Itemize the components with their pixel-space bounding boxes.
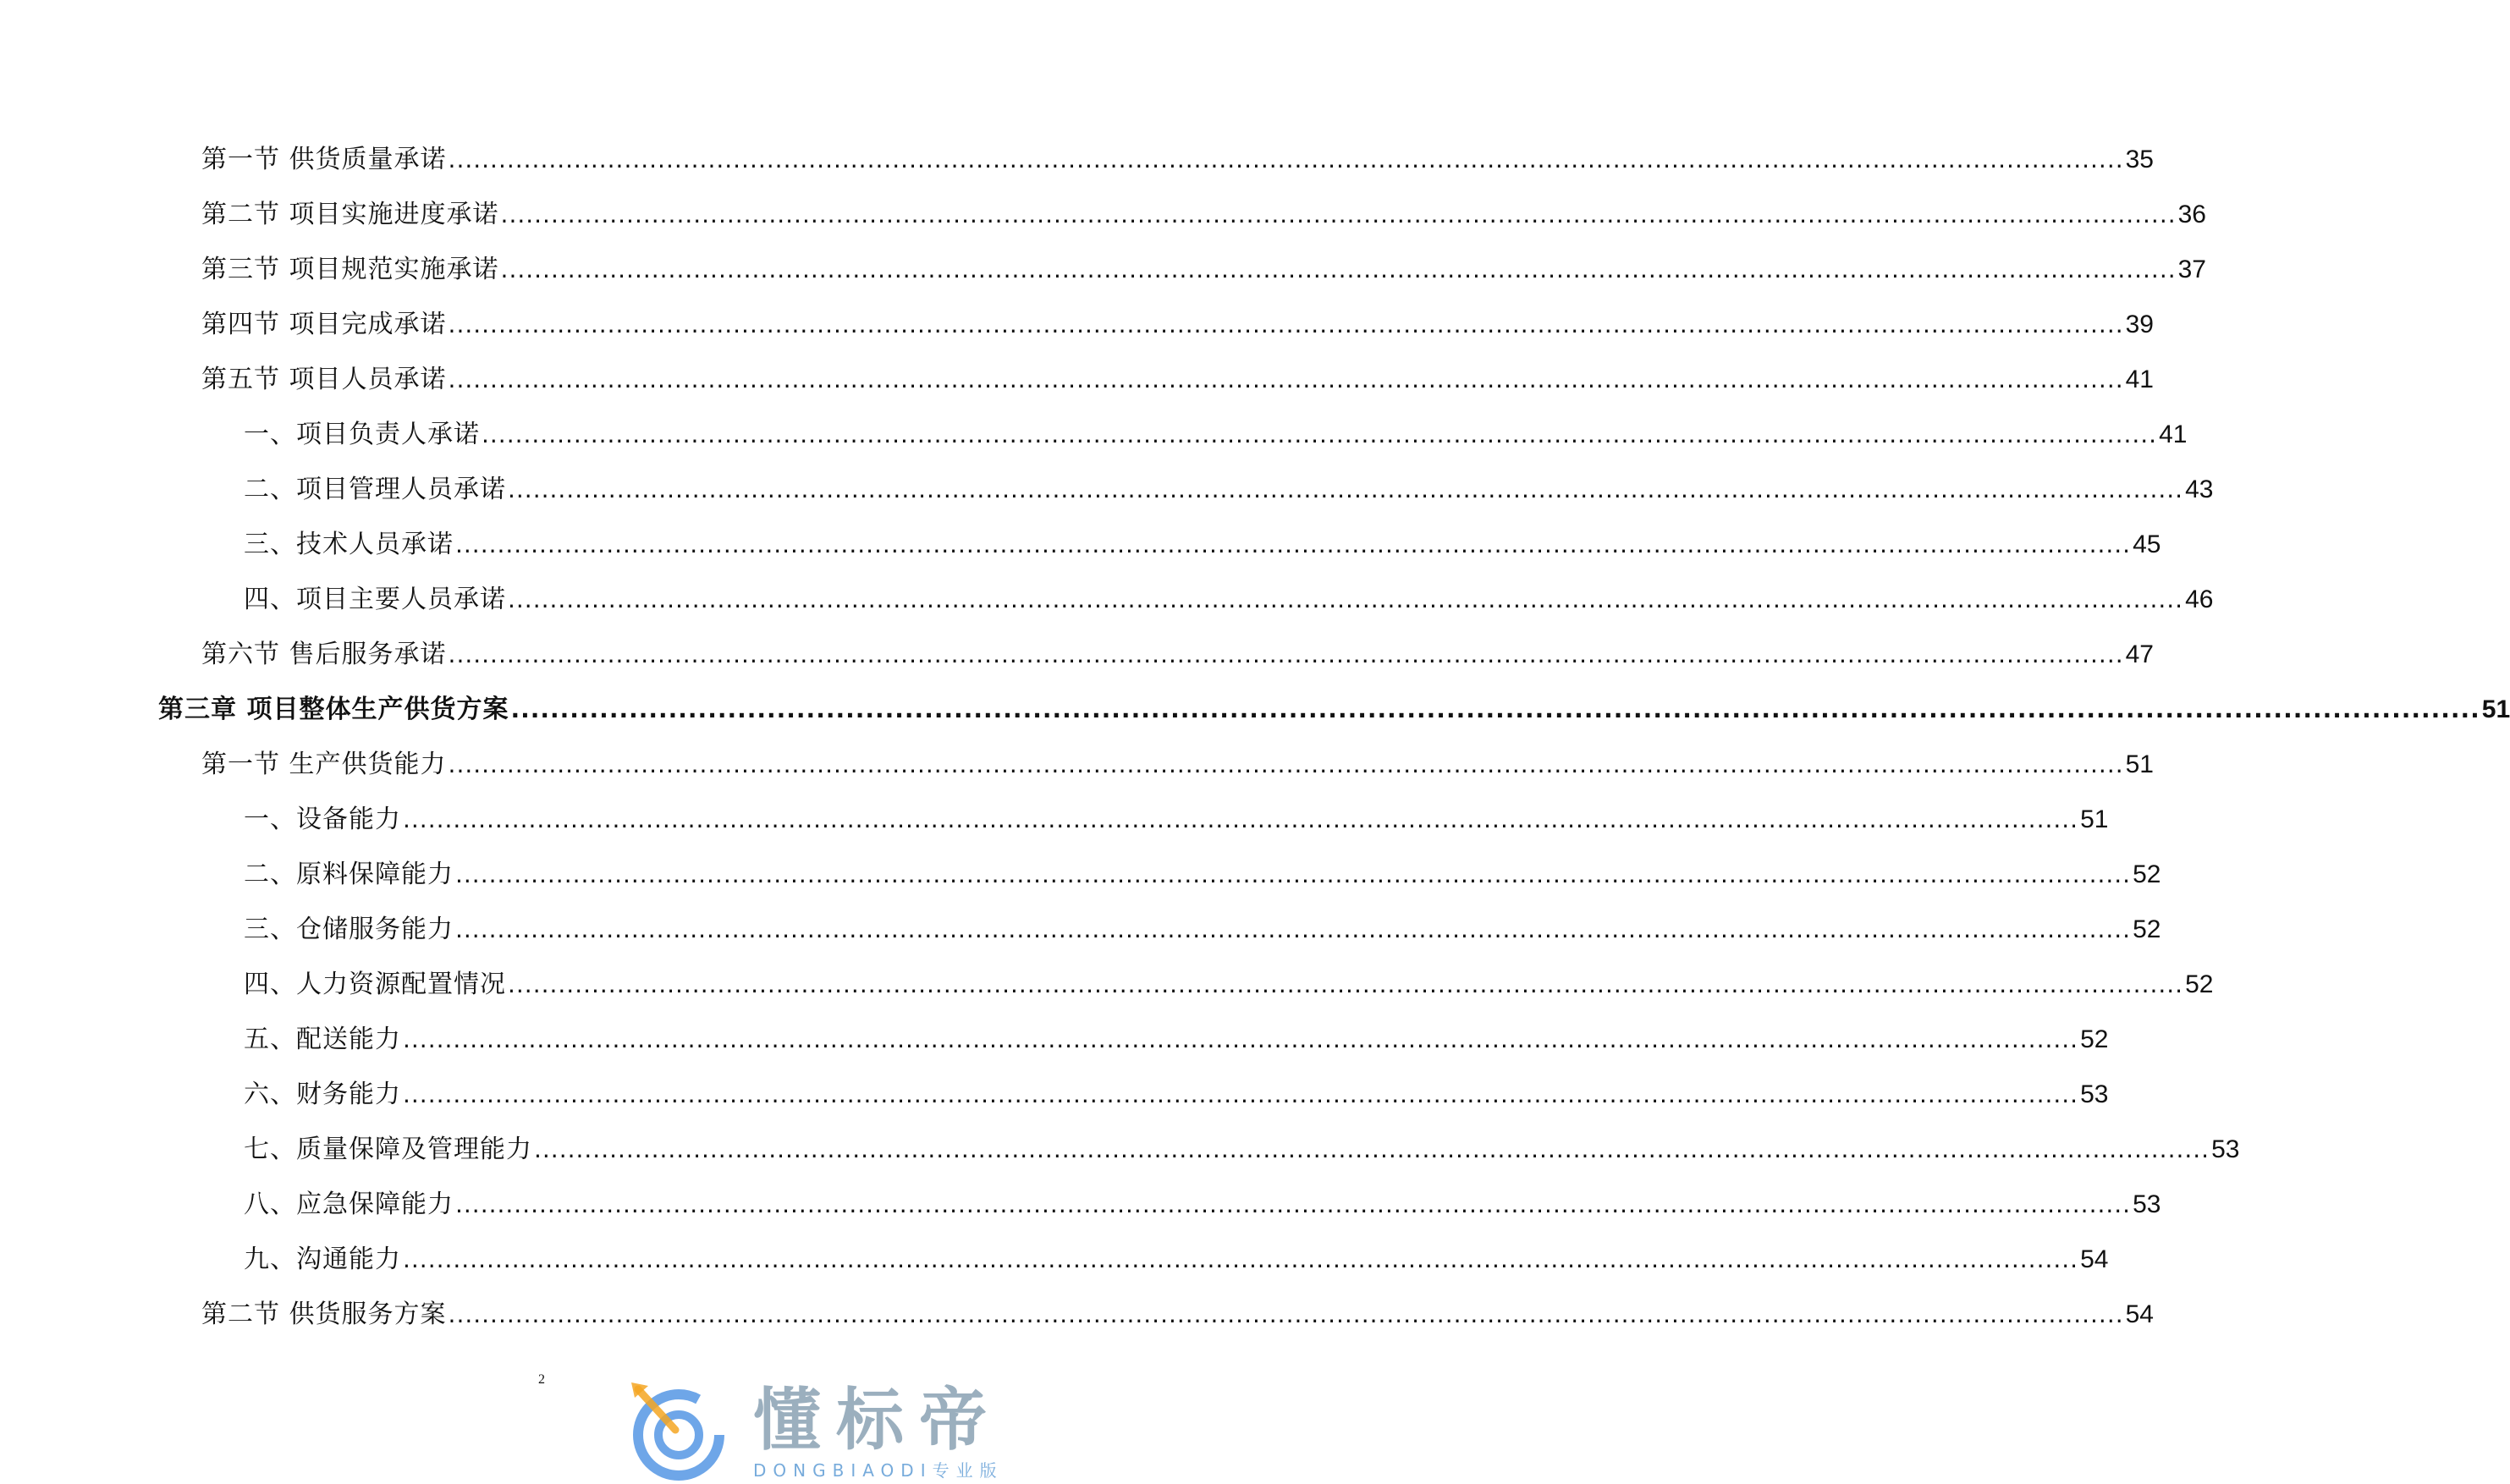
toc-entry-page: 53 xyxy=(2211,1135,2240,1163)
toc-entry-page: 52 xyxy=(2133,915,2161,943)
toc-entry-label: 第三节 项目规范实施承诺 xyxy=(201,255,499,284)
toc-dot-leader: ........................................................................................................................................................................................................ xyxy=(455,860,2132,888)
toc-dot-leader: ........................................................................................................................................................................................................ xyxy=(482,420,2158,448)
toc-entry[interactable] xyxy=(244,801,2109,838)
toc-dot-leader: ........................................................................................................................................................................................................ xyxy=(455,915,2132,943)
watermark xyxy=(626,1379,1032,1484)
toc-entry-label: 第一节 生产供货能力 xyxy=(201,750,447,779)
toc-entry-page: 52 xyxy=(2080,1025,2109,1053)
toc-chapter-entry[interactable] xyxy=(158,691,2510,728)
toc-entry-label: 二、项目管理人员承诺 xyxy=(244,475,506,504)
toc-entry-page: 52 xyxy=(2133,860,2161,888)
toc-entry-label: 第二节 供货服务方案 xyxy=(201,1300,447,1329)
toc-entry-label: 二、原料保障能力 xyxy=(244,860,454,889)
toc-entry-page: 41 xyxy=(2125,366,2154,393)
toc-entry-page: 41 xyxy=(2159,420,2188,448)
toc-dot-leader: ........................................................................................................................................................................................................ xyxy=(448,750,2124,778)
toc-entry-label: 第六节 售后服务承诺 xyxy=(201,640,447,669)
toc-entry-label: 七、质量保障及管理能力 xyxy=(244,1135,532,1164)
toc-dot-leader: ........................................................................................................................................................................................................ xyxy=(500,201,2177,228)
toc-entry-page: 53 xyxy=(2133,1190,2161,1218)
target-arrow-icon xyxy=(626,1379,728,1484)
toc-entry-label: 一、项目负责人承诺 xyxy=(244,420,480,449)
toc-entry-label: 三、仓储服务能力 xyxy=(244,915,454,944)
toc-dot-leader: ........................................................................................................................................................................................................ xyxy=(403,1080,2079,1108)
toc-entry-page: 51 xyxy=(2481,695,2510,723)
toc-dot-leader: ........................................................................................................................................................................................................ xyxy=(508,970,2184,998)
toc-entry-label: 第三章 项目整体生产供货方案 xyxy=(158,695,509,724)
toc-entry-page: 43 xyxy=(2185,475,2214,503)
toc-entry-page: 51 xyxy=(2125,750,2154,778)
toc-entry-page: 45 xyxy=(2133,530,2161,558)
toc-dot-leader: ........................................................................................................................................................................................................ xyxy=(508,475,2184,503)
watermark-subtitle: DONGBIAODI专业版 xyxy=(753,1460,1004,1481)
toc-entry[interactable] xyxy=(201,306,2154,344)
toc-entry[interactable] xyxy=(201,361,2154,398)
toc-entry-page: 51 xyxy=(2080,805,2109,833)
toc-dot-leader: ........................................................................................................................................................................................................ xyxy=(508,585,2184,613)
toc-entry-label: 四、项目主要人员承诺 xyxy=(244,585,506,614)
toc-entry-page: 37 xyxy=(2177,256,2206,283)
toc-entry[interactable] xyxy=(244,1186,2161,1223)
toc-dot-leader: ........................................................................................................................................................................................................ xyxy=(455,1190,2132,1218)
toc-entry-page: 52 xyxy=(2185,970,2214,998)
toc-entry-label: 四、人力资源配置情况 xyxy=(244,970,506,999)
toc-entry-label: 五、配送能力 xyxy=(244,1025,401,1054)
toc-entry[interactable] xyxy=(201,141,2154,179)
toc-dot-leader: ........................................................................................................................................................................................................ xyxy=(448,146,2124,173)
toc-dot-leader: ........................................................................................................................................................................................................ xyxy=(448,640,2124,668)
toc-entry[interactable] xyxy=(244,1241,2109,1278)
toc-dot-leader: ........................................................................................................................................................................................................ xyxy=(455,530,2132,558)
toc-entry[interactable] xyxy=(201,196,2206,234)
toc-entry-label: 九、沟通能力 xyxy=(244,1245,401,1274)
toc-entry-label: 第四节 项目完成承诺 xyxy=(201,310,447,339)
toc-dot-leader: ........................................................................................................................................................................................................ xyxy=(500,256,2177,283)
toc-entry-label: 第五节 项目人员承诺 xyxy=(201,365,447,394)
toc-entry-page: 54 xyxy=(2125,1300,2154,1328)
toc-dot-leader: ........................................................................................................................................................................................................ xyxy=(403,1025,2079,1053)
toc-entry[interactable] xyxy=(244,526,2161,563)
toc-entry[interactable] xyxy=(244,1021,2109,1058)
toc-entry-page: 39 xyxy=(2125,311,2154,338)
toc-entry-label: 八、应急保障能力 xyxy=(244,1190,454,1219)
toc-entry[interactable] xyxy=(201,636,2154,673)
toc-entry[interactable] xyxy=(244,471,2214,508)
toc-entry-page: 36 xyxy=(2177,201,2206,228)
toc-dot-leader: ........................................................................................................................................................................................................ xyxy=(448,311,2124,338)
toc-dot-leader: ........................................................................................................................................................................................................ xyxy=(510,695,2480,723)
toc-dot-leader: ........................................................................................................................................................................................................ xyxy=(534,1135,2210,1163)
toc-entry[interactable] xyxy=(201,746,2154,783)
toc-entry[interactable] xyxy=(244,911,2161,948)
toc-entry[interactable] xyxy=(244,581,2214,618)
toc-entry-page: 35 xyxy=(2125,146,2154,173)
toc-dot-leader: ........................................................................................................................................................................................................ xyxy=(448,1300,2124,1328)
toc-dot-leader: ........................................................................................................................................................................................................ xyxy=(403,1245,2079,1273)
toc-entry[interactable] xyxy=(244,856,2161,893)
toc-entry-label: 第二节 项目实施进度承诺 xyxy=(201,200,499,229)
toc-entry-label: 一、设备能力 xyxy=(244,805,401,834)
toc-dot-leader: ........................................................................................................................................................................................................ xyxy=(448,366,2124,393)
toc-entry-label: 三、技术人员承诺 xyxy=(244,530,454,559)
toc-entry-page: 53 xyxy=(2080,1080,2109,1108)
toc-dot-leader: ........................................................................................................................................................................................................ xyxy=(403,805,2079,833)
toc-entry-page: 46 xyxy=(2185,585,2214,613)
toc-entry[interactable] xyxy=(244,416,2188,453)
toc-entry-page: 54 xyxy=(2080,1245,2109,1273)
toc-entry-label: 六、财务能力 xyxy=(244,1080,401,1109)
toc-entry-page: 47 xyxy=(2125,640,2154,668)
page-number: 2 xyxy=(538,1372,545,1387)
toc-entry[interactable] xyxy=(244,1076,2109,1113)
toc-entry-label: 第一节 供货质量承诺 xyxy=(201,145,447,174)
toc-entry[interactable] xyxy=(244,1131,2240,1168)
toc-entry[interactable] xyxy=(201,1296,2154,1333)
toc-entry[interactable] xyxy=(244,966,2214,1003)
watermark-brand-name: 懂标帝 xyxy=(753,1381,1002,1459)
toc-entry[interactable] xyxy=(201,251,2206,289)
